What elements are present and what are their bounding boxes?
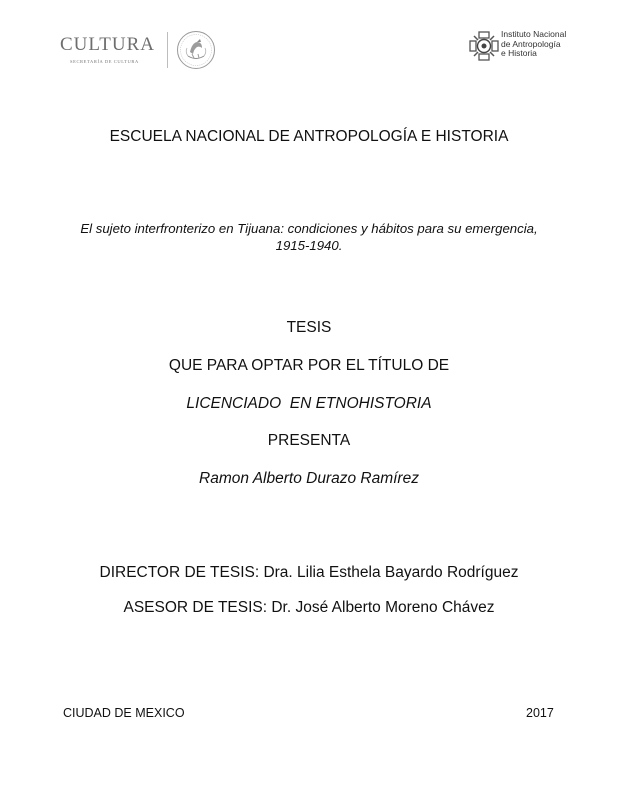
thesis-title-line-1: El sujeto interfronterizo en Tijuana: condiciones y hábitos para su emergencia, xyxy=(80,221,538,236)
cultura-logo xyxy=(60,30,230,72)
mexico-coat-of-arms-icon xyxy=(176,30,216,70)
inah-line-1: Instituto Nacional xyxy=(501,29,567,39)
thesis-director: DIRECTOR DE TESIS: Dra. Lilia Esthela Bayardo Rodríguez xyxy=(99,564,519,581)
inah-name xyxy=(501,30,566,59)
thesis-advisor: ASESOR DE TESIS: Dr. José Alberto Moreno Chávez xyxy=(123,599,495,616)
inah-line-2: de Antropología xyxy=(501,38,561,49)
presenta-label: PRESENTA xyxy=(267,432,351,449)
tesis-label: TESIS xyxy=(286,319,332,336)
inah-emblem-icon xyxy=(468,30,500,62)
optar-label: QUE PARA OPTAR POR EL TÍTULO DE xyxy=(168,357,450,374)
institution-name: ESCUELA NACIONAL DE ANTROPOLOGÍA E HISTORIA xyxy=(109,128,509,145)
cultura-subtitle: SECRETARÍA DE CULTURA xyxy=(70,59,139,64)
inah-logo xyxy=(468,30,578,64)
author-name: Ramon Alberto Durazo Ramírez xyxy=(199,470,419,487)
cultura-wordmark: CULTURA xyxy=(60,34,155,55)
thesis-title-line-2: 1915-1940. xyxy=(275,238,343,253)
footer-city: CIUDAD DE MEXICO xyxy=(63,706,185,720)
degree-name: LICENCIADO EN ETNOHISTORIA xyxy=(186,395,432,412)
footer-year: 2017 xyxy=(526,706,554,720)
inah-line-3: e Historia xyxy=(501,48,537,58)
logo-divider xyxy=(167,32,168,68)
